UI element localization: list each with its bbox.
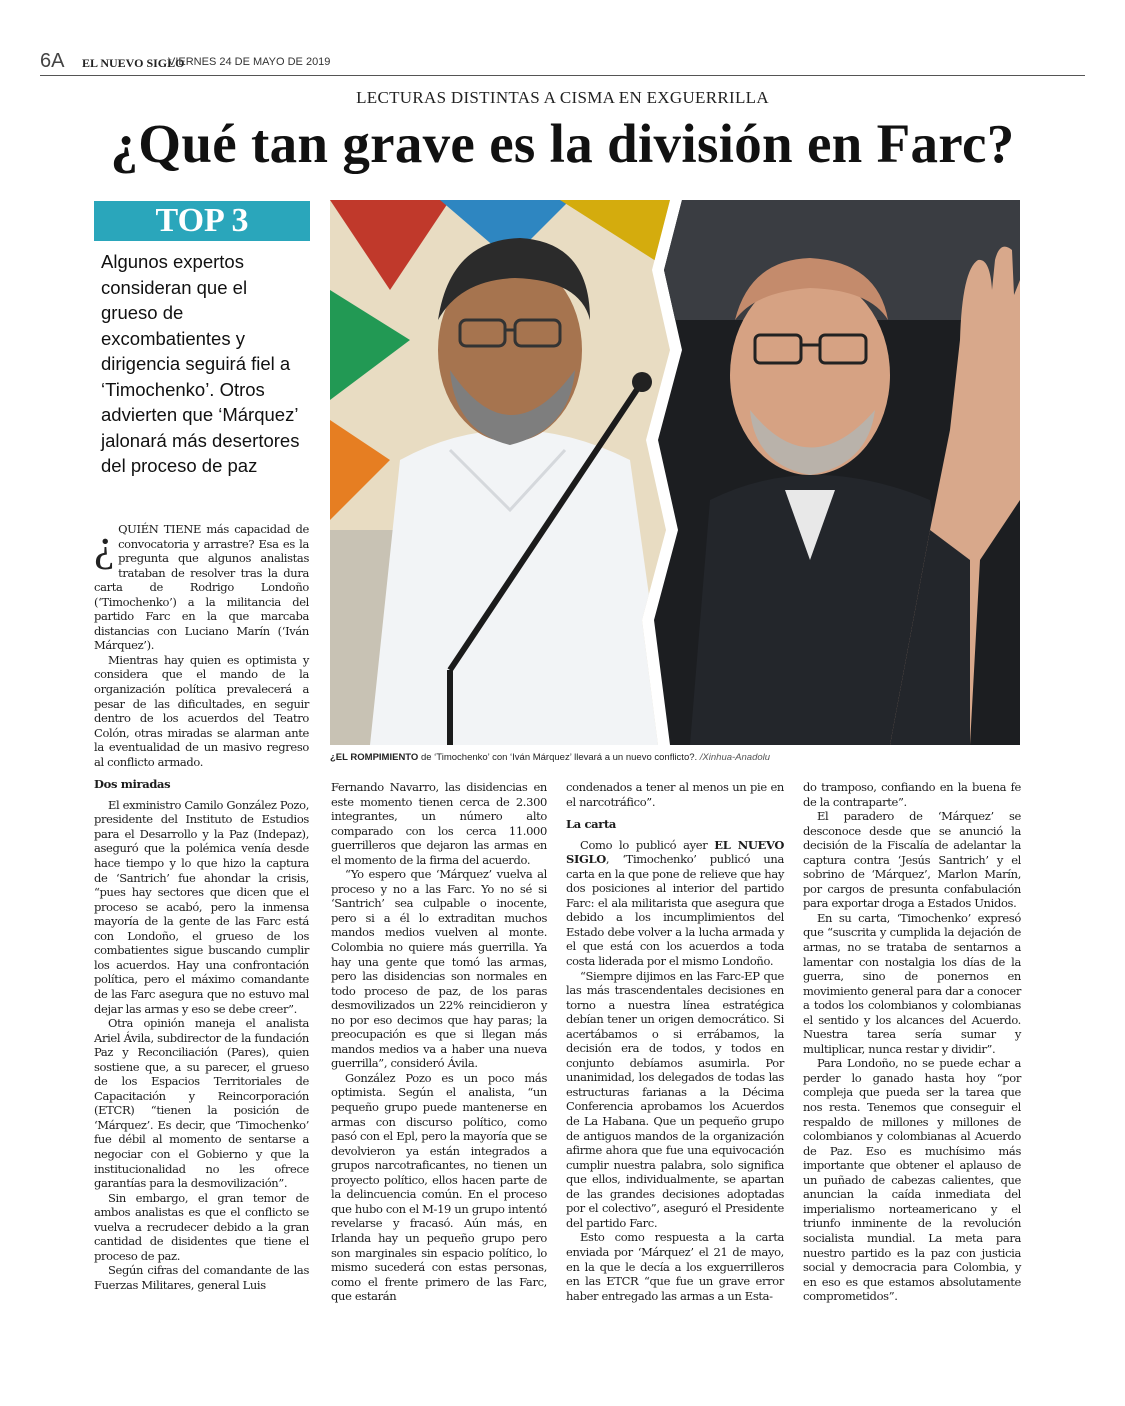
article-paragraph: ¿ QUIÉN TIENE más capacidad de convocatoria y arrastre? Esa es la pregunta que algunos analistas trataban de resolver tras la dura carta de Rodrigo Londoño (‘Timochenko’) a la militancia del partido Farc en la que marcaba distancias con Luciano Marín (‘Iván Márquez’).	[94, 519, 310, 653]
article-column-3	[566, 780, 784, 1303]
dropcap: ¿	[94, 519, 115, 570]
headline: ¿Qué tan grave es la división en Farc?	[110, 113, 1015, 174]
article-paragraph: Fernando Navarro, las disidencias en este momento tienen cerca de 2.300 integrantes, un número alto comparado con los cerca 11.000 guerrilleros que dejaron las armas en el momento de la firma del acuerdo.	[331, 780, 547, 867]
page-header	[40, 50, 1085, 76]
article-paragraph: condenados a tener al menos un pie en el narcotráfico”.	[566, 780, 784, 809]
article-paragraph: Para Londoño, no se puede echar a perder lo ganado hasta hoy “por compleja que pueda ser la tarea que nos resta. Tenemos que conseguir el respaldo de millones y millones de colombianos y colombianas al Acuerdo de Paz. Eso es muchísimo más importante que obtener el aplauso de un puñado de cabezas calientes, que anuncian la caída inmediata del imperialismo norteamericano y el triunfo inminente de la revolución socialista mundial. La meta para nuestro partido es la paz con justicia social y democracia para Colombia, y en eso es que estamos absolutamente comprometidos”.	[803, 1056, 1021, 1304]
newspaper-mention: EL NUEVO SIGLO	[566, 837, 784, 867]
kicker: LECTURAS DISTINTAS A CISMA EN EXGUERRILLA	[356, 88, 769, 107]
article-paragraph: El exministro Camilo González Pozo, presidente del Instituto de Estudios para el Desarrollo y la Paz (Indepaz), aseguró que la polémica venía desde hace tiempo y lo que hizo la captura de ‘Santrich’ fue ahondar la crisis, “pues hay sectores que dicen que el proceso se acabó, pero la inmensa mayoría de la gente de las Farc está con Londoño, el grueso de los combatientes sigue buscando cumplir los acuerdos. Hay una confrontación política, pero el máximo comandante de las Farc asegura que no estuvo mal dejar las armas y eso se debe creer”.	[94, 797, 309, 1016]
article-paragraph: Según cifras del comandante de las Fuerzas Militares, general Luis	[94, 1263, 309, 1292]
top3-band: TOP 3	[94, 201, 310, 241]
article-paragraph: González Pozo es un poco más optimista. Según el analista, “un pequeño grupo puede mantenerse en armas con discurso político, como pasó con el Epl, pero la mayoría que se devolvieron ya están integrados a grupos narcotraficantes, no tienen un proyecto político, ellos hacen parte de la delincuencia común. En el proceso que hubo con el M-19 un grupo intentó revelarse y fracasó. Aún más, en Irlanda hay un pequeño grupo pero son marginales sin espacio político, lo mismo sucederá con estas personas, como el frente primero de las Farc, que estarán	[331, 1070, 547, 1304]
issue-date: VIERNES 24 DE MAYO DE 2019	[168, 56, 331, 68]
photo-caption	[330, 752, 1030, 763]
article-paragraph: Mientras hay quien es optimista y considera que el mando de la organización política prevalecerá a pesar de las dificultades, en seguir dentro de los acuerdos del Teatro Colón, otras miradas se alarman ante la eventualidad de un masivo regreso al conflicto armado.	[94, 652, 309, 769]
subheading-la-carta: La carta	[566, 817, 617, 832]
split-portrait-illustration	[330, 200, 1020, 745]
top3-lead: Algunos expertos consideran que el grueso de excombatientes y dirigencia seguirá fiel a ‘Timochenko’. Otros advierten que ‘Márquez’ jalonará más desertores del proceso de paz	[101, 251, 300, 476]
article-column-2	[331, 780, 547, 1304]
caption-lead: ¿EL ROMPIMIENTO	[330, 752, 419, 763]
article-paragraph: Esto como respuesta a la carta enviada por ‘Márquez’ el 21 de mayo, en la que le decía a los exguerrilleros en las ETCR “que fue un grave error haber entregado las armas a un Esta-	[566, 1230, 784, 1303]
article-paragraph: do tramposo, confiando en la buena fe de la contraparte”.	[803, 780, 1021, 809]
subheading-dos-miradas: Dos miradas	[94, 777, 171, 792]
photo-credit: /Xinhua-Anadolu	[697, 752, 771, 763]
lead-in: QUIÉN TIENE	[118, 522, 202, 536]
article-paragraph: Otra opinión maneja el analista Ariel Ávila, subdirector de la fundación Paz y Reconciliación (Pares), quien sostiene que, a su parecer, el grueso de los Espacios Territoriales de Capacitación y Reincorporación (ETCR) “tienen la posición de ‘Márquez’. Es decir, que ‘Timochenko’ fue débil al momento de sentarse a negociar con el Gobierno y que la institucionalidad no les ofrece garantías para la desmovilización”.	[94, 1016, 309, 1191]
page-number: 6A	[40, 50, 65, 72]
article-paragraph: “Yo espero que ‘Márquez’ vuelva al proceso y no a las Farc. Yo no sé si ‘Santrich’ sea culpable o inocente, pero si a él lo extraditan muchos mandos medios vuelven al monte. Colombia no quiere más guerrilla. Ya hay una gente que tomó las armas, pero las disidencias son normales en todo proceso de paz, de los paras desmovilizados un 22% reincidieron y no por eso decimos que hay paras; la preocupación es que si llegan más mandos medios va a haber una nueva guerrilla”, consideró Ávila.	[331, 867, 547, 1071]
article-column-4	[803, 780, 1021, 1304]
article-paragraph: Como lo publicó ayer EL NUEVO SIGLO, ‘Timochenko’ publicó una carta en la que pone de relieve que hay dos posiciones al interior del partido Farc: el ala militarista que asegura que debido a los incumplimientos del Estado debe volver a la lucha armada y el que está con los acuerdos a toda costa liderada por el mismo Londoño.	[566, 837, 784, 969]
right-portrait	[650, 200, 1020, 745]
left-portrait	[330, 200, 670, 745]
article-paragraph: El paradero de ‘Márquez’ se desconoce desde que se anunció la decisión de la Fiscalía de adelantar la captura contra ‘Jesús Santrich’ y el sobrino de ‘Márquez’, Marlon Marín, por cargos de presunta confabulación para exportar droga a Estados Unidos.	[803, 809, 1021, 911]
article-photo	[330, 200, 1020, 745]
article-paragraph: En su carta, ‘Timochenko’ expresó que “suscrita y cumplida la dejación de armas, no se trataba de sentarnos a lamentar con nostalgia los días de la guerra, sino de ponernos en movimiento general para dar a conocer a todos los colombianos y colombianas el sentido y los alcances del Acuerdo. Nuestra tarea sería sumar y multiplicar, nunca restar y dividir”.	[803, 910, 1021, 1056]
article-paragraph: Sin embargo, el gran temor de ambos analistas es que el conflicto se vuelva a recrudecer debido a la gran cantidad de disidentes que tiene el proceso de paz.	[94, 1190, 309, 1263]
article-paragraph: “Siempre dijimos en las Farc-EP que las más trascendentales decisiones en torno a nuestra línea estratégica debían tener un origen democrático. Si acertábamos o si errábamos, la decisión era de todos, y todos en conjunto debíamos asumirla. Por unanimidad, los delegados de todas las estructuras farianas a la Décima Conferencia aprobamos los Acuerdos de La Habana. Que un pequeño grupo de antiguos mandos de la organización afirme ahora que fue una equivocación cumplir nuestra palabra, solo significa que ellos, individualmente, se apartan de las grandes decisiones adoptadas por el colectivo”, aseguró el Presidente del partido Farc.	[566, 968, 784, 1230]
newspaper-name: EL NUEVO SIGLO	[82, 56, 185, 70]
caption-text: de ‘Timochenko’ con ‘Iván Márquez’ llevará a un nuevo conflicto?.	[418, 752, 698, 763]
article-column-1	[94, 519, 310, 1292]
